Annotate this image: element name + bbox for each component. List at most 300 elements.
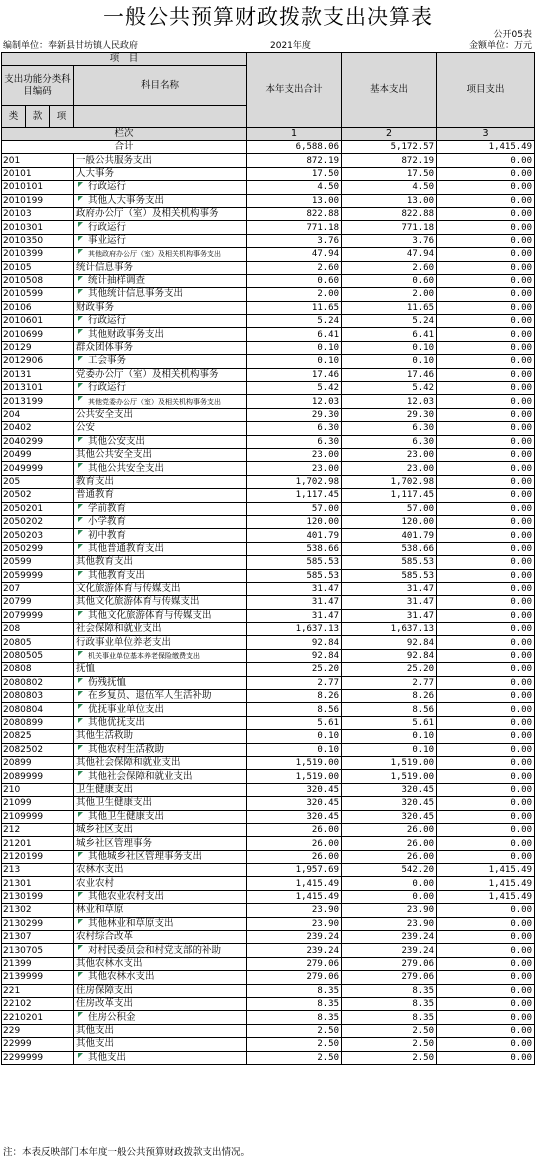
row-total: 12.03 <box>247 395 342 408</box>
row-name: 其他社会保障和就业支出 <box>74 756 247 769</box>
row-project: 0.00 <box>437 917 535 930</box>
row-total: 320.45 <box>247 783 342 796</box>
table-row <box>2 569 535 582</box>
row-project: 0.00 <box>437 770 535 783</box>
row-name: 行政运行 <box>74 382 247 395</box>
row-total: 6.41 <box>247 328 342 341</box>
row-total: 1,957.69 <box>247 864 342 877</box>
row-basic: 5.42 <box>342 382 437 395</box>
row-project: 0.00 <box>437 328 535 341</box>
row-code: 2299999 <box>2 1051 74 1064</box>
row-project: 0.00 <box>437 368 535 381</box>
row-code: 21302 <box>2 904 74 917</box>
row-total: 8.35 <box>247 1011 342 1024</box>
row-project: 0.00 <box>437 529 535 542</box>
header-code-group: 支出功能分类科目编码 <box>2 66 74 106</box>
row-code: 21099 <box>2 797 74 810</box>
row-total: 26.00 <box>247 850 342 863</box>
table-row <box>2 1051 535 1064</box>
row-total: 2.50 <box>247 1038 342 1051</box>
row-basic: 585.53 <box>342 569 437 582</box>
row-code: 2130199 <box>2 890 74 903</box>
row-basic: 2.50 <box>342 1038 437 1051</box>
row-basic: 2.77 <box>342 676 437 689</box>
row-total: 8.26 <box>247 690 342 703</box>
row-code: 221 <box>2 984 74 997</box>
table-row <box>2 730 535 743</box>
row-code: 2089999 <box>2 770 74 783</box>
header-lei: 类 <box>2 106 26 128</box>
table-row <box>2 783 535 796</box>
table-row <box>2 181 535 194</box>
row-code: 208 <box>2 623 74 636</box>
row-code: 2130705 <box>2 944 74 957</box>
header-total: 本年支出合计 <box>247 53 342 128</box>
row-name: 住房改革支出 <box>74 998 247 1011</box>
row-basic: 92.84 <box>342 649 437 662</box>
row-project: 0.00 <box>437 797 535 810</box>
row-name: 其他支出 <box>74 1038 247 1051</box>
row-code: 2050299 <box>2 542 74 555</box>
row-basic: 1,519.00 <box>342 770 437 783</box>
row-basic: 0.00 <box>342 890 437 903</box>
row-code: 2080899 <box>2 716 74 729</box>
row-name: 行政运行 <box>74 221 247 234</box>
table-row <box>2 823 535 836</box>
row-basic: 11.65 <box>342 301 437 314</box>
row-name: 林业和草原 <box>74 904 247 917</box>
row-name: 其他优抚支出 <box>74 716 247 729</box>
row-name: 农村综合改革 <box>74 931 247 944</box>
row-total: 92.84 <box>247 636 342 649</box>
row-code: 2010199 <box>2 194 74 207</box>
row-code: 205 <box>2 475 74 488</box>
table-row <box>2 248 535 261</box>
table-row <box>2 931 535 944</box>
row-total: 8.56 <box>247 703 342 716</box>
row-basic: 8.35 <box>342 1011 437 1024</box>
row-total: 872.19 <box>247 154 342 167</box>
compiling-unit: 编制单位：奉新县甘坊镇人民政府 <box>3 41 139 51</box>
row-code: 2050201 <box>2 502 74 515</box>
row-code: 2059999 <box>2 569 74 582</box>
row-basic: 26.00 <box>342 837 437 850</box>
row-project: 0.00 <box>437 462 535 475</box>
row-basic: 0.10 <box>342 341 437 354</box>
table-row <box>2 301 535 314</box>
row-total: 0.60 <box>247 274 342 287</box>
row-basic: 6.41 <box>342 328 437 341</box>
row-project: 0.00 <box>437 716 535 729</box>
row-total: 1,519.00 <box>247 770 342 783</box>
row-total: 401.79 <box>247 529 342 542</box>
table-row <box>2 167 535 180</box>
row-basic: 8.56 <box>342 703 437 716</box>
row-total: 11.65 <box>247 301 342 314</box>
row-code: 2010350 <box>2 234 74 247</box>
table-row <box>2 1024 535 1037</box>
table-row <box>2 556 535 569</box>
row-code: 2080505 <box>2 649 74 662</box>
row-project: 0.00 <box>437 422 535 435</box>
total-label: 合计 <box>2 141 247 154</box>
header-basic: 基本支出 <box>342 53 437 128</box>
row-total: 26.00 <box>247 823 342 836</box>
row-name: 其他农林水支出 <box>74 957 247 970</box>
row-total: 31.47 <box>247 582 342 595</box>
table-row <box>2 756 535 769</box>
row-name: 其他农村生活救助 <box>74 743 247 756</box>
row-basic: 6.30 <box>342 435 437 448</box>
row-total: 1,415.49 <box>247 877 342 890</box>
form-number: 公开05表 <box>493 30 532 40</box>
row-project: 0.00 <box>437 850 535 863</box>
row-total: 771.18 <box>247 221 342 234</box>
row-basic: 23.00 <box>342 448 437 461</box>
row-name: 农林水支出 <box>74 864 247 877</box>
row-code: 2040299 <box>2 435 74 448</box>
row-project: 0.00 <box>437 315 535 328</box>
row-total: 47.94 <box>247 248 342 261</box>
row-basic: 1,117.45 <box>342 489 437 502</box>
row-project: 0.00 <box>437 623 535 636</box>
row-name: 其他公共安全支出 <box>74 448 247 461</box>
row-name: 统计信息事务 <box>74 261 247 274</box>
row-name: 党委办公厅（室）及相关机构事务 <box>74 368 247 381</box>
row-name: 一般公共服务支出 <box>74 154 247 167</box>
row-basic: 12.03 <box>342 395 437 408</box>
row-total: 4.50 <box>247 181 342 194</box>
row-name: 其他统计信息事务支出 <box>74 288 247 301</box>
table-row <box>2 328 535 341</box>
header-col1: 1 <box>247 128 342 141</box>
table-row <box>2 636 535 649</box>
row-project: 1,415.49 <box>437 864 535 877</box>
table-row <box>2 649 535 662</box>
row-basic: 585.53 <box>342 556 437 569</box>
row-code: 2010601 <box>2 315 74 328</box>
row-total: 2.60 <box>247 261 342 274</box>
row-total: 5.61 <box>247 716 342 729</box>
row-project: 0.00 <box>437 475 535 488</box>
row-project: 0.00 <box>437 248 535 261</box>
row-name: 文化旅游体育与传媒支出 <box>74 582 247 595</box>
row-name: 其他普通教育支出 <box>74 542 247 555</box>
row-basic: 2.50 <box>342 1024 437 1037</box>
table-row <box>2 877 535 890</box>
row-name: 行政运行 <box>74 315 247 328</box>
table-row <box>2 515 535 528</box>
row-code: 2082502 <box>2 743 74 756</box>
header-item: 项 目 <box>2 53 247 66</box>
table-row <box>2 475 535 488</box>
row-code: 2010301 <box>2 221 74 234</box>
row-total: 822.88 <box>247 207 342 220</box>
row-name: 公安 <box>74 422 247 435</box>
row-project: 0.00 <box>437 783 535 796</box>
row-name: 其他政府办公厅（室）及相关机构事务支出 <box>74 248 247 261</box>
row-name: 农业农村 <box>74 877 247 890</box>
table-row <box>2 234 535 247</box>
row-name: 其他公安支出 <box>74 435 247 448</box>
row-total: 6.30 <box>247 422 342 435</box>
row-name: 其他党委办公厅（室）及相关机构事务支出 <box>74 395 247 408</box>
row-code: 2013199 <box>2 395 74 408</box>
row-name: 小学教育 <box>74 515 247 528</box>
row-project: 0.00 <box>437 743 535 756</box>
total-row <box>2 141 535 154</box>
table-row <box>2 971 535 984</box>
row-project: 0.00 <box>437 730 535 743</box>
row-name: 其他文化旅游体育与传媒支出 <box>74 609 247 622</box>
row-basic: 822.88 <box>342 207 437 220</box>
row-code: 212 <box>2 823 74 836</box>
row-code: 2049999 <box>2 462 74 475</box>
row-project: 0.00 <box>437 355 535 368</box>
table-body <box>2 154 535 1065</box>
row-total: 8.35 <box>247 984 342 997</box>
row-total: 5.42 <box>247 382 342 395</box>
row-project: 0.00 <box>437 489 535 502</box>
row-name: 对村民委员会和村党支部的补助 <box>74 944 247 957</box>
row-code: 207 <box>2 582 74 595</box>
row-total: 92.84 <box>247 649 342 662</box>
row-name: 其他文化旅游体育与传媒支出 <box>74 596 247 609</box>
row-total: 0.10 <box>247 355 342 368</box>
row-name: 城乡社区管理事务 <box>74 837 247 850</box>
row-project: 0.00 <box>437 154 535 167</box>
row-basic: 2.00 <box>342 288 437 301</box>
row-project: 0.00 <box>437 1011 535 1024</box>
row-basic: 542.20 <box>342 864 437 877</box>
row-basic: 17.46 <box>342 368 437 381</box>
row-total: 0.10 <box>247 730 342 743</box>
header-xiang: 项 <box>50 106 74 128</box>
row-total: 1,519.00 <box>247 756 342 769</box>
row-basic: 31.47 <box>342 609 437 622</box>
row-project: 0.00 <box>437 1051 535 1064</box>
row-name: 统计抽样调查 <box>74 274 247 287</box>
row-basic: 320.45 <box>342 810 437 823</box>
row-code: 20805 <box>2 636 74 649</box>
row-total: 2.00 <box>247 288 342 301</box>
header-lanci: 栏次 <box>2 128 247 141</box>
table-row <box>2 837 535 850</box>
total-project: 1,415.49 <box>437 141 535 154</box>
row-basic: 4.50 <box>342 181 437 194</box>
report-title: 一般公共预算财政拨款支出决算表 <box>103 5 433 29</box>
row-name: 群众团体事务 <box>74 341 247 354</box>
row-code: 20103 <box>2 207 74 220</box>
row-name: 教育支出 <box>74 475 247 488</box>
row-name: 在乡复员、退伍军人生活补助 <box>74 690 247 703</box>
row-total: 23.90 <box>247 904 342 917</box>
row-name: 公共安全支出 <box>74 408 247 421</box>
table-row <box>2 462 535 475</box>
row-basic: 0.10 <box>342 743 437 756</box>
row-total: 538.66 <box>247 542 342 555</box>
header-name: 科目名称 <box>74 66 247 106</box>
row-total: 120.00 <box>247 515 342 528</box>
row-total: 5.24 <box>247 315 342 328</box>
fiscal-year: 2021年度 <box>270 41 311 51</box>
row-name: 其他农业农村支出 <box>74 890 247 903</box>
table-row <box>2 288 535 301</box>
row-project: 0.00 <box>437 810 535 823</box>
table-row <box>2 408 535 421</box>
row-project: 0.00 <box>437 690 535 703</box>
row-name: 城乡社区支出 <box>74 823 247 836</box>
table-row <box>2 221 535 234</box>
row-code: 2120199 <box>2 850 74 863</box>
row-name: 其他卫生健康支出 <box>74 797 247 810</box>
row-total: 26.00 <box>247 837 342 850</box>
row-basic: 0.10 <box>342 730 437 743</box>
total-basic: 5,172.57 <box>342 141 437 154</box>
row-name: 政府办公厅（室）及相关机构事务 <box>74 207 247 220</box>
row-code: 213 <box>2 864 74 877</box>
row-basic: 538.66 <box>342 542 437 555</box>
table-row <box>2 207 535 220</box>
row-code: 20105 <box>2 261 74 274</box>
row-code: 2010699 <box>2 328 74 341</box>
row-project: 0.00 <box>437 676 535 689</box>
row-name: 其他财政事务支出 <box>74 328 247 341</box>
row-project: 0.00 <box>437 596 535 609</box>
row-total: 239.24 <box>247 931 342 944</box>
table-row <box>2 998 535 1011</box>
row-code: 2130299 <box>2 917 74 930</box>
row-code: 20502 <box>2 489 74 502</box>
row-code: 229 <box>2 1024 74 1037</box>
row-total: 25.20 <box>247 663 342 676</box>
row-total: 6.30 <box>247 435 342 448</box>
table-row <box>2 261 535 274</box>
row-project: 0.00 <box>437 1038 535 1051</box>
row-name: 社会保障和就业支出 <box>74 623 247 636</box>
row-name: 其他公共安全支出 <box>74 462 247 475</box>
row-basic: 8.35 <box>342 998 437 1011</box>
row-project: 0.00 <box>437 703 535 716</box>
row-code: 21201 <box>2 837 74 850</box>
row-name: 其他生活救助 <box>74 730 247 743</box>
row-code: 20799 <box>2 596 74 609</box>
row-name: 住房公积金 <box>74 1011 247 1024</box>
row-name: 事业运行 <box>74 234 247 247</box>
row-code: 201 <box>2 154 74 167</box>
row-total: 8.35 <box>247 998 342 1011</box>
row-basic: 23.90 <box>342 904 437 917</box>
row-project: 0.00 <box>437 435 535 448</box>
row-name: 普通教育 <box>74 489 247 502</box>
row-name: 工会事务 <box>74 355 247 368</box>
row-name: 人大事务 <box>74 167 247 180</box>
row-basic: 92.84 <box>342 636 437 649</box>
table-row <box>2 917 535 930</box>
row-name: 伤残抚恤 <box>74 676 247 689</box>
table-row <box>2 382 535 395</box>
table-row <box>2 716 535 729</box>
row-project: 0.00 <box>437 984 535 997</box>
row-name: 行政运行 <box>74 181 247 194</box>
table-row <box>2 810 535 823</box>
row-project: 0.00 <box>437 221 535 234</box>
row-project: 0.00 <box>437 181 535 194</box>
row-code: 2013101 <box>2 382 74 395</box>
row-code: 20106 <box>2 301 74 314</box>
table-row <box>2 984 535 997</box>
table-row <box>2 609 535 622</box>
row-total: 17.50 <box>247 167 342 180</box>
row-project: 0.00 <box>437 207 535 220</box>
table-row <box>2 743 535 756</box>
row-project: 0.00 <box>437 569 535 582</box>
row-basic: 25.20 <box>342 663 437 676</box>
row-basic: 2.50 <box>342 1051 437 1064</box>
row-basic: 0.00 <box>342 877 437 890</box>
table-row <box>2 770 535 783</box>
row-basic: 31.47 <box>342 582 437 595</box>
row-code: 20499 <box>2 448 74 461</box>
row-total: 279.06 <box>247 957 342 970</box>
table-row <box>2 864 535 877</box>
table-row <box>2 194 535 207</box>
row-name: 其他支出 <box>74 1024 247 1037</box>
row-name: 其他教育支出 <box>74 556 247 569</box>
row-basic: 239.24 <box>342 931 437 944</box>
row-name: 其他人大事务支出 <box>74 194 247 207</box>
row-project: 0.00 <box>437 502 535 515</box>
table-row <box>2 663 535 676</box>
row-name: 卫生健康支出 <box>74 783 247 796</box>
table-row <box>2 529 535 542</box>
row-code: 2210201 <box>2 1011 74 1024</box>
row-basic: 320.45 <box>342 797 437 810</box>
row-basic: 31.47 <box>342 596 437 609</box>
table-row <box>2 435 535 448</box>
row-name: 机关事业单位基本养老保险缴费支出 <box>74 649 247 662</box>
row-name: 优抚事业单位支出 <box>74 703 247 716</box>
row-project: 1,415.49 <box>437 877 535 890</box>
row-code: 20129 <box>2 341 74 354</box>
table-row <box>2 944 535 957</box>
row-total: 1,702.98 <box>247 475 342 488</box>
row-code: 2080803 <box>2 690 74 703</box>
row-project: 0.00 <box>437 167 535 180</box>
row-project: 0.00 <box>437 971 535 984</box>
table-row <box>2 890 535 903</box>
row-code: 210 <box>2 783 74 796</box>
row-total: 3.76 <box>247 234 342 247</box>
row-basic: 29.30 <box>342 408 437 421</box>
row-code: 20101 <box>2 167 74 180</box>
row-basic: 771.18 <box>342 221 437 234</box>
row-project: 0.00 <box>437 649 535 662</box>
row-total: 585.53 <box>247 556 342 569</box>
row-total: 0.10 <box>247 743 342 756</box>
row-project: 0.00 <box>437 1024 535 1037</box>
row-code: 20131 <box>2 368 74 381</box>
row-code: 2010508 <box>2 274 74 287</box>
row-basic: 8.35 <box>342 984 437 997</box>
row-total: 1,415.49 <box>247 890 342 903</box>
row-basic: 57.00 <box>342 502 437 515</box>
row-code: 204 <box>2 408 74 421</box>
table-row <box>2 274 535 287</box>
row-project: 0.00 <box>437 382 535 395</box>
row-code: 20825 <box>2 730 74 743</box>
row-total: 320.45 <box>247 797 342 810</box>
